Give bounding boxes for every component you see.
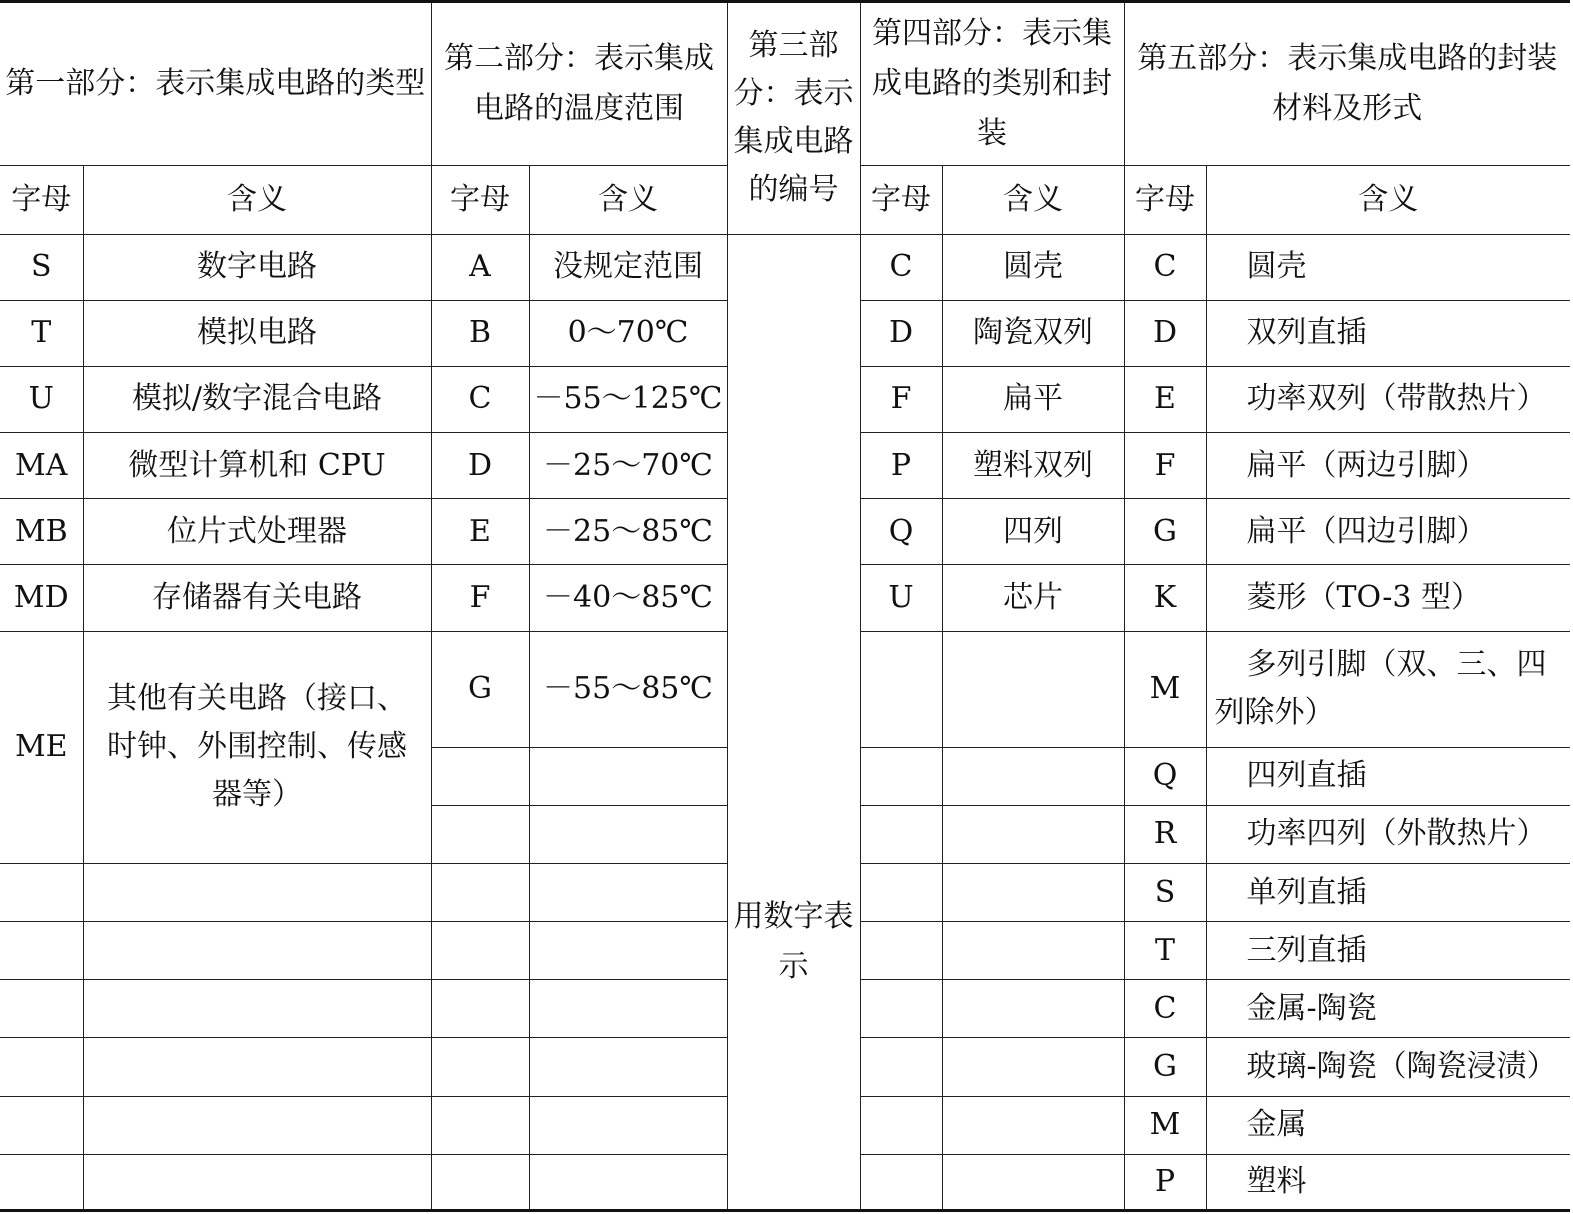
part4-meaning: 四列 (942, 499, 1124, 565)
part4-empty-meaning (942, 980, 1124, 1038)
part5-letter: C (1124, 980, 1206, 1038)
part1-letter: MA (0, 433, 83, 499)
part4-empty-meaning (942, 805, 1124, 863)
part1-empty-letter (0, 1096, 83, 1154)
part2-empty-meaning (529, 1038, 727, 1096)
part5-letter: T (1124, 922, 1206, 980)
part2-empty-letter (431, 1038, 529, 1096)
part2-meaning: 0～70℃ (529, 300, 727, 366)
part5-letter: M (1124, 631, 1206, 747)
part1-empty-meaning (83, 922, 431, 980)
part4-empty-meaning (942, 1154, 1124, 1210)
part4-letter: C (860, 234, 942, 300)
part4-meaning: 圆壳 (942, 234, 1124, 300)
part2-empty-letter (431, 747, 529, 805)
part4-letter: Q (860, 499, 942, 565)
part4-empty-letter (860, 1096, 942, 1154)
part5-letter-header: 字母 (1124, 166, 1206, 234)
part1-meaning-header: 含义 (83, 166, 431, 234)
part2-letter: F (431, 565, 529, 631)
part5-meaning-header: 含义 (1206, 166, 1570, 234)
part4-meaning: 扁平 (942, 366, 1124, 432)
part2-meaning-header: 含义 (529, 166, 727, 234)
part4-empty-letter (860, 631, 942, 747)
part1-empty-letter (0, 922, 83, 980)
part5-meaning: 扁平（四边引脚） (1206, 499, 1570, 565)
part2-empty-meaning (529, 980, 727, 1038)
part2-empty-meaning (529, 747, 727, 805)
part2-meaning: －25～85℃ (529, 499, 727, 565)
part5-meaning: 扁平（两边引脚） (1206, 433, 1570, 499)
part5-letter: M (1124, 1096, 1206, 1154)
part4-empty-meaning (942, 747, 1124, 805)
part2-empty-meaning (529, 805, 727, 863)
part5-letter: S (1124, 864, 1206, 922)
part5-meaning: 圆壳 (1206, 234, 1570, 300)
part2-empty-meaning (529, 864, 727, 922)
part4-meaning: 陶瓷双列 (942, 300, 1124, 366)
part2-header: 第二部分：表示集成电路的温度范围 (431, 2, 727, 166)
part5-letter: R (1124, 805, 1206, 863)
part5-letter: C (1124, 234, 1206, 300)
part1-header: 第一部分：表示集成电路的类型 (0, 2, 431, 166)
part5-meaning (1206, 631, 1570, 747)
part1-empty-meaning (83, 1038, 431, 1096)
part1-empty-letter (0, 864, 83, 922)
part1-empty-meaning (83, 1096, 431, 1154)
part1-meaning: 微型计算机和 CPU (83, 433, 431, 499)
part5-letter: E (1124, 366, 1206, 432)
part3-value (727, 234, 860, 1210)
part1-meaning: 其他有关电路（接口、时钟、外围控制、传感器等） (83, 631, 431, 864)
part5-letter: Q (1124, 747, 1206, 805)
part5-meaning: 三列直插 (1206, 922, 1570, 980)
part2-letter: G (431, 631, 529, 747)
part2-letter: B (431, 300, 529, 366)
part4-meaning-header: 含义 (942, 166, 1124, 234)
part2-empty-letter (431, 864, 529, 922)
part4-empty-meaning (942, 1038, 1124, 1096)
part1-empty-meaning (83, 864, 431, 922)
part1-letter: MB (0, 499, 83, 565)
part2-letter-header: 字母 (431, 166, 529, 234)
part2-meaning: －40～85℃ (529, 565, 727, 631)
part1-empty-letter (0, 980, 83, 1038)
part1-letter: T (0, 300, 83, 366)
part2-empty-letter (431, 980, 529, 1038)
part1-meaning: 存储器有关电路 (83, 565, 431, 631)
part2-letter: D (431, 433, 529, 499)
part5-letter: F (1124, 433, 1206, 499)
part5-letter: G (1124, 1038, 1206, 1096)
part5-header: 第五部分：表示集成电路的封装材料及形式 (1124, 2, 1570, 166)
part2-meaning: －55～85℃ (529, 631, 727, 747)
part2-letter: E (431, 499, 529, 565)
part5-letter: G (1124, 499, 1206, 565)
part5-meaning: 金属-陶瓷 (1206, 980, 1570, 1038)
part4-meaning: 塑料双列 (942, 433, 1124, 499)
part1-letter: U (0, 366, 83, 432)
part1-meaning: 模拟/数字混合电路 (83, 366, 431, 432)
part5-meaning: 四列直插 (1206, 747, 1570, 805)
part2-meaning: －25～70℃ (529, 433, 727, 499)
part3-header: 第三部分：表示集成电路的编号 (727, 2, 860, 235)
part5-meaning: 菱形（TO-3 型） (1206, 565, 1570, 631)
part2-empty-letter (431, 922, 529, 980)
part2-letter: C (431, 366, 529, 432)
part1-empty-letter (0, 1154, 83, 1210)
part2-empty-meaning (529, 1096, 727, 1154)
part5-letter: P (1124, 1154, 1206, 1210)
part5-letter: K (1124, 565, 1206, 631)
part5-meaning: 双列直插 (1206, 300, 1570, 366)
part1-letter: ME (0, 631, 83, 864)
part4-letter: F (860, 366, 942, 432)
part1-empty-meaning (83, 980, 431, 1038)
part4-empty-letter (860, 1154, 942, 1210)
part5-meaning-text: 多列引脚（双、三、四列除外） (1214, 647, 1547, 731)
part4-empty-letter (860, 980, 942, 1038)
part4-letter: U (860, 565, 942, 631)
part1-letter: MD (0, 565, 83, 631)
part4-empty-meaning (942, 864, 1124, 922)
part2-empty-letter (431, 1154, 529, 1210)
part2-empty-letter (431, 1096, 529, 1154)
part1-meaning: 模拟电路 (83, 300, 431, 366)
part1-empty-meaning (83, 1154, 431, 1210)
part5-meaning: 玻璃-陶瓷（陶瓷浸渍） (1206, 1038, 1570, 1096)
part4-empty-meaning (942, 922, 1124, 980)
part2-empty-letter (431, 805, 529, 863)
part5-meaning: 功率双列（带散热片） (1206, 366, 1570, 432)
part4-empty-letter (860, 922, 942, 980)
part1-letter: S (0, 234, 83, 300)
part3-value-text: 用数字表示 (733, 898, 854, 984)
part4-empty-letter (860, 864, 942, 922)
part5-meaning: 塑料 (1206, 1154, 1570, 1210)
part4-letter: P (860, 433, 942, 499)
part2-meaning: －55～125℃ (529, 366, 727, 432)
part5-letter: D (1124, 300, 1206, 366)
part4-empty-meaning (942, 631, 1124, 747)
part4-empty-letter (860, 805, 942, 863)
part5-meaning: 功率四列（外散热片） (1206, 805, 1570, 863)
part2-empty-meaning (529, 1154, 727, 1210)
part4-letter: D (860, 300, 942, 366)
part4-letter-header: 字母 (860, 166, 942, 234)
part5-meaning: 金属 (1206, 1096, 1570, 1154)
part4-empty-letter (860, 1038, 942, 1096)
part1-letter-header: 字母 (0, 166, 83, 234)
part4-empty-letter (860, 747, 942, 805)
part2-empty-meaning (529, 922, 727, 980)
part2-letter: A (431, 234, 529, 300)
part2-meaning: 没规定范围 (529, 234, 727, 300)
part5-meaning: 单列直插 (1206, 864, 1570, 922)
part4-meaning: 芯片 (942, 565, 1124, 631)
part1-meaning: 数字电路 (83, 234, 431, 300)
part1-meaning: 位片式处理器 (83, 499, 431, 565)
part1-empty-letter (0, 1038, 83, 1096)
part4-empty-meaning (942, 1096, 1124, 1154)
part4-header: 第四部分：表示集成电路的类别和封装 (860, 2, 1124, 166)
